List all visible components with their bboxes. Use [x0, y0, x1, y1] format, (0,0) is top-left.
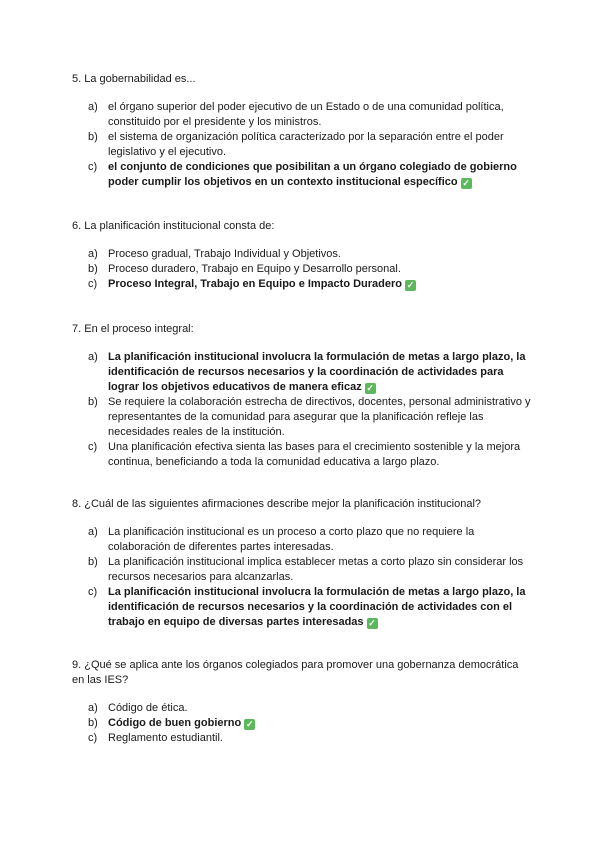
option-letter: a): [88, 248, 98, 260]
option-text: Código de buen gobierno: [108, 717, 242, 729]
option-text: Proceso Integral, Trabajo en Equipo e Impacto Duradero: [108, 278, 403, 290]
checkmark-icon: ✓: [406, 280, 415, 290]
checkmark-icon: ✓: [366, 383, 374, 393]
option-letter: c): [88, 161, 98, 173]
question-8: [72, 497, 532, 630]
option-text: el conjunto de condiciones que posibilitan a un órgano colegiado de gobierno poder cumplir los objetivos en un contexto institucional específico: [108, 161, 517, 188]
option-text: La planificación institucional involucra la formulación de metas a largo plazo, la identificación de recursos necesarios y la coordinación de actividades para lograr los objetivos educativos de manera eficaz: [108, 351, 526, 393]
option-a-correct: [72, 350, 532, 395]
option-text: Proceso gradual, Trabajo Individual y Objetivos.: [108, 248, 341, 260]
question-5: [72, 72, 532, 190]
option-a: [72, 701, 532, 716]
option-text: Proceso duradero, Trabajo en Equipo y Desarrollo personal.: [108, 263, 401, 275]
question-9: [72, 658, 532, 746]
question-title: 6. La planificación institucional consta de:: [72, 220, 275, 232]
checkmark-icon: ✓: [368, 618, 376, 628]
option-text: Se requiere la colaboración estrecha de directivos, docentes, personal administrativo y representantes de la comunidad para asegurar que la planificación refleje las necesidades reales de la institución.: [108, 396, 531, 438]
option-letter: a): [88, 702, 98, 714]
option-b: [72, 395, 532, 440]
option-a: [72, 525, 532, 555]
option-letter: a): [88, 101, 98, 113]
question-title: 8. ¿Cuál de las siguientes afirmaciones describe mejor la planificación institucional?: [72, 498, 482, 510]
option-letter: a): [88, 351, 98, 363]
option-text: Una planificación efectiva sienta las bases para el crecimiento sostenible y la mejora continua, beneficiando a toda la comunidad educativa a largo plazo.: [108, 441, 521, 468]
option-c-correct: [72, 160, 532, 190]
option-c-correct: [72, 277, 532, 292]
option-c: [72, 440, 532, 470]
checkmark-icon: ✓: [245, 719, 254, 729]
option-c: [72, 731, 532, 746]
option-letter: c): [88, 441, 98, 453]
option-list: [72, 525, 532, 630]
option-text: La planificación institucional implica establecer metas a corto plazo sin considerar los recursos necesarios para alcanzarlas.: [108, 556, 524, 583]
option-list: [72, 350, 532, 470]
option-list: [72, 100, 532, 190]
option-text: La planificación institucional es un proceso a corto plazo que no requiere la colaboración de diferentes partes interesadas.: [108, 526, 475, 553]
option-text: La planificación institucional involucra la formulación de metas a largo plazo, la identificación de recursos necesarios y la coordinación de actividades con el trabajo en equipo de diversas partes interesadas: [108, 586, 526, 628]
option-letter: b): [88, 131, 98, 143]
option-letter: c): [88, 278, 98, 290]
option-letter: b): [88, 396, 98, 408]
option-b: [72, 130, 532, 160]
option-text: el órgano superior del poder ejecutivo de un Estado o de una comunidad política, constituido por el presidente y los ministros.: [108, 101, 504, 128]
option-a: [72, 100, 532, 130]
question-6: [72, 219, 532, 292]
option-text: Reglamento estudiantil.: [108, 732, 223, 744]
option-letter: b): [88, 263, 98, 275]
question-title: 9. ¿Qué se aplica ante los órganos colegiados para promover una gobernanza democrática en las IES?: [72, 659, 519, 686]
option-a: [72, 247, 532, 262]
option-b-correct: [72, 716, 532, 731]
option-b: [72, 262, 532, 277]
option-letter: b): [88, 717, 98, 729]
option-text: el sistema de organización política caracterizado por la separación entre el poder legislativo y el ejecutivo.: [108, 131, 504, 158]
option-text: Código de ética.: [108, 702, 188, 714]
option-letter: c): [88, 586, 98, 598]
option-list: [72, 701, 532, 746]
option-c-correct: [72, 585, 532, 630]
option-list: [72, 247, 532, 292]
option-letter: b): [88, 556, 98, 568]
option-letter: a): [88, 526, 98, 538]
option-letter: c): [88, 732, 98, 744]
question-title: 7. En el proceso integral:: [72, 323, 194, 335]
checkmark-icon: ✓: [462, 178, 470, 188]
question-7: [72, 322, 532, 470]
option-b: [72, 555, 532, 585]
question-title: 5. La gobernabilidad es...: [72, 73, 196, 85]
